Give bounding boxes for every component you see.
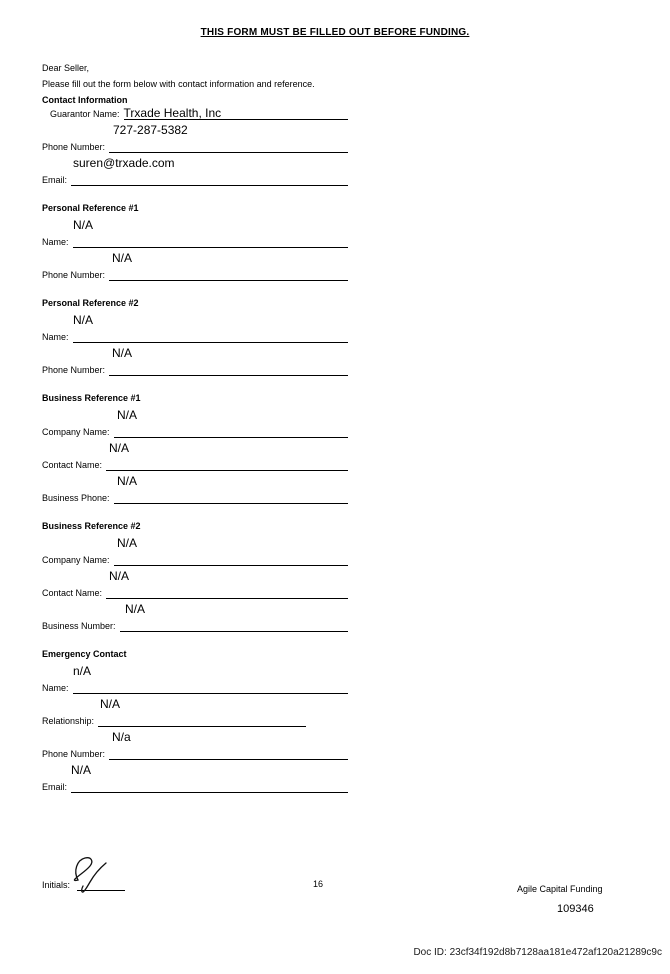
br2-number-value[interactable]: N/A [125, 602, 146, 616]
field-label: Phone Number: [42, 142, 106, 152]
page-number: 16 [313, 879, 324, 889]
form-title: THIS FORM MUST BE FILLED OUT BEFORE FUNDING. [200, 27, 470, 38]
br2-company-value[interactable]: N/A [117, 536, 138, 550]
section-heading: Emergency Contact [42, 649, 127, 659]
ec-relationship-value[interactable]: N/A [100, 697, 121, 711]
pr2-name-value[interactable]: N/A [73, 313, 94, 327]
guarantor-name-value[interactable]: Trxade Health, Inc [123, 106, 222, 120]
reference-number: 109346 [557, 903, 594, 915]
field-label: Email: [42, 782, 68, 792]
br1-phone-field [42, 471, 348, 504]
contact-phone-field [42, 120, 348, 153]
pr1-name-line[interactable] [73, 247, 348, 248]
field-label: Company Name: [42, 427, 110, 437]
section-heading: Business Reference #1 [42, 393, 141, 403]
br1-contact-value[interactable]: N/A [109, 441, 130, 455]
section-business-reference-1 [42, 392, 348, 504]
instruction: Please fill out the form below with contact information and reference. [42, 79, 315, 89]
section-contact-information [42, 94, 348, 186]
section-personal-reference-2 [42, 297, 348, 376]
ec-email-line[interactable] [71, 792, 348, 793]
field-label: Name: [42, 237, 69, 247]
ec-phone-field [42, 727, 348, 760]
ec-relationship-field [42, 694, 348, 727]
field-label: Contact Name: [42, 588, 103, 598]
ec-relationship-line[interactable] [98, 726, 306, 727]
section-business-reference-2 [42, 520, 348, 632]
ec-name-line[interactable] [73, 693, 348, 694]
br2-contact-line[interactable] [106, 598, 348, 599]
field-label: Relationship: [42, 716, 95, 726]
section-emergency-contact [42, 648, 348, 793]
contact-email-value[interactable]: suren@trxade.com [73, 156, 175, 170]
contact-email-field [42, 153, 348, 186]
field-label: Contact Name: [42, 460, 103, 470]
field-label: Name: [42, 332, 69, 342]
section-heading: Contact Information [42, 95, 128, 105]
contact-phone-value[interactable]: 727-287-5382 [113, 123, 188, 137]
br1-phone-line[interactable] [114, 503, 348, 504]
br1-contact-line[interactable] [106, 470, 348, 471]
br2-number-line[interactable] [120, 631, 348, 632]
document-page [0, 27, 670, 974]
br1-phone-value[interactable]: N/A [117, 474, 138, 488]
br2-contact-value[interactable]: N/A [109, 569, 130, 583]
field-label: Guarantor Name: [50, 109, 120, 119]
field-label: Name: [42, 683, 69, 693]
section-heading: Business Reference #2 [42, 521, 141, 531]
form-body [42, 59, 348, 793]
section-personal-reference-1 [42, 202, 348, 281]
field-label: Email: [42, 175, 68, 185]
pr1-name-field [42, 215, 348, 248]
br1-company-value[interactable]: N/A [117, 408, 138, 422]
field-label: Phone Number: [42, 270, 106, 280]
ec-name-value[interactable]: n/A [73, 664, 92, 678]
pr1-phone-value[interactable]: N/A [112, 251, 133, 265]
br2-company-field [42, 533, 348, 566]
field-label: Phone Number: [42, 365, 106, 375]
footer-company-name: Agile Capital Funding [517, 884, 603, 894]
br1-contact-field [42, 438, 348, 471]
ec-email-field [42, 760, 348, 793]
ec-name-field [42, 661, 348, 694]
pr2-name-line[interactable] [73, 342, 348, 343]
field-label: Phone Number: [42, 749, 106, 759]
br2-number-field [42, 599, 348, 632]
field-label: Business Phone: [42, 493, 110, 503]
ec-phone-line[interactable] [109, 759, 348, 760]
field-label: Company Name: [42, 555, 110, 565]
ec-email-value[interactable]: N/A [71, 763, 92, 777]
pr2-phone-field [42, 343, 348, 376]
guarantor-name-line[interactable] [124, 107, 348, 120]
section-heading: Personal Reference #2 [42, 298, 139, 308]
contact-phone-line[interactable] [109, 152, 348, 153]
pr2-phone-line[interactable] [109, 375, 348, 376]
section-heading: Personal Reference #1 [42, 203, 139, 213]
pr1-name-value[interactable]: N/A [73, 218, 94, 232]
contact-email-line[interactable] [71, 185, 348, 186]
pr1-phone-line[interactable] [109, 280, 348, 281]
br1-company-line[interactable] [114, 437, 348, 438]
br2-company-line[interactable] [114, 565, 348, 566]
br1-company-field [42, 405, 348, 438]
field-label: Business Number: [42, 621, 116, 631]
ec-phone-value[interactable]: N/a [112, 730, 131, 744]
pr2-phone-value[interactable]: N/A [112, 346, 133, 360]
br2-contact-field [42, 566, 348, 599]
guarantor-name-field [42, 107, 348, 120]
pr1-phone-field [42, 248, 348, 281]
salutation: Dear Seller, [42, 63, 90, 73]
initials-label: Initials: [42, 880, 71, 890]
initials-signature[interactable] [64, 855, 126, 893]
doc-id: Doc ID: 23cf34f192d8b7128aa181e472af120a21289c9c [413, 947, 662, 958]
pr2-name-field [42, 310, 348, 343]
